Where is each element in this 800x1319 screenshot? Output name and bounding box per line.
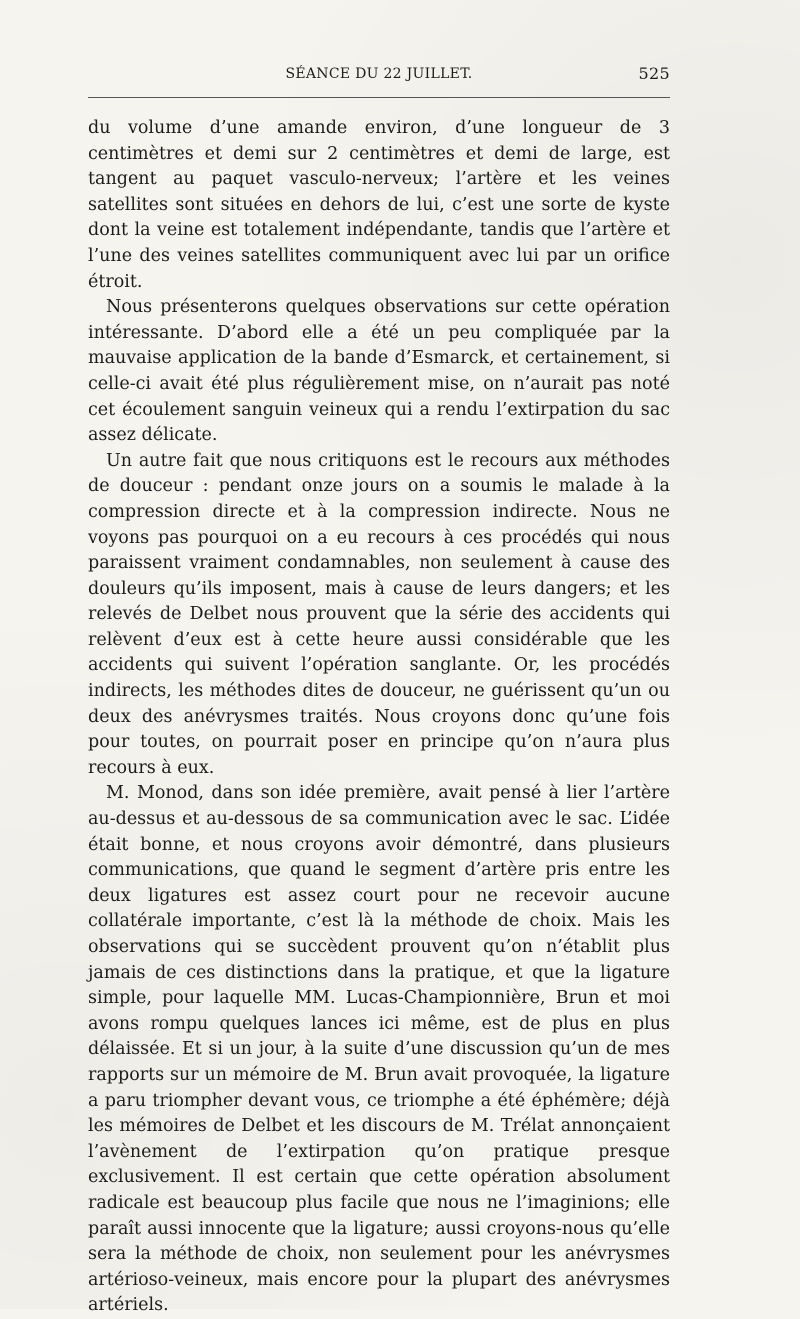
header-rule — [88, 97, 670, 98]
paragraph-1: du volume d’une amande environ, d’une longueur de 3 centimètres et demi sur 2 centimètres et demi de large, est tangent au paquet vasculo-nerveux; l’artère et les veines satellites sont situées en dehors de lui, c’est une sorte de kyste dont la veine est totalement indépendante, tandis que l’artère et l’une des veines satellites communiquent avec lui par un orifice étroit. — [88, 118, 670, 292]
body-text — [88, 116, 670, 1319]
running-title: SÉANCE DU 22 JUILLET. — [285, 66, 473, 82]
paragraph-4: M. Monod, dans son idée première, avait pensé à lier l’artère au-dessus et au-dessous de sa communication avec le sac. L’idée était bonne, et nous croyons avoir démontré, dans plusieurs communications, que quand le segment d’artère pris entre les deux ligatures est assez court pour ne recevoir aucune collatérale importante, c’est là la méthode de choix. Mais les observations qui se succèdent prouvent qu’on n’établit plus jamais de ces distinctions dans la pratique, et que la ligature simple, pour laquelle MM. Lucas-Championnière, Brun et moi avons rompu quelques lances ici même, est de plus en plus délaissée. Et si un jour, à la suite d’une discussion qu’un de mes rapports sur un mémoire de M. Brun avait provoquée, la ligature a paru triompher devant vous, ce triomphe a été éphémère; déjà les mémoires de Delbet et les discours de M. Trélat annonçaient l’avènement de l’extirpation qu’on pratique presque exclusivement. Il est certain que cette opération absolument radicale est beaucoup plus facile que nous ne l’imaginions; elle paraît aussi innocente que la ligature; aussi croyons-nous qu’elle sera la méthode de choix, non seulement pour les anévrysmes artérioso-veineux, mais encore pour la plupart des anévrysmes artériels. — [88, 783, 670, 1316]
page-number: 525 — [638, 64, 670, 83]
page-header — [88, 64, 670, 88]
paragraph-2: Nous présenterons quelques observations sur cette opération intéressante. D’abord elle a été un peu compliquée par la mauvaise application de la bande d’Esmarck, et certainement, si celle-ci avait été plus régulièrement mise, on n’aurait pas noté cet écoulement sanguin veineux qui a rendu l’extirpation du sac assez délicate. — [88, 297, 670, 446]
paragraph-3: Un autre fait que nous critiquons est le recours aux méthodes de douceur : pendant onze jours on a soumis le malade à la compression directe et à la compression indirecte. Nous ne voyons pas pourquoi on a eu recours à ces procédés qui nous paraissent vraiment condamnables, non seulement à cause des douleurs qu’ils imposent, mais à cause de leurs dangers; et les relevés de Delbet nous prouvent que la série des accidents qui relèvent d’eux est à cette heure aussi considérable que les accidents qui suivent l’opération sanglante. Or, les procédés indirects, les méthodes dites de douceur, ne guérissent qu’un ou deux des anévrysmes traités. Nous croyons donc qu’une fois pour toutes, on pourrait poser en principe qu’on n’aura plus recours à eux. — [88, 450, 670, 778]
